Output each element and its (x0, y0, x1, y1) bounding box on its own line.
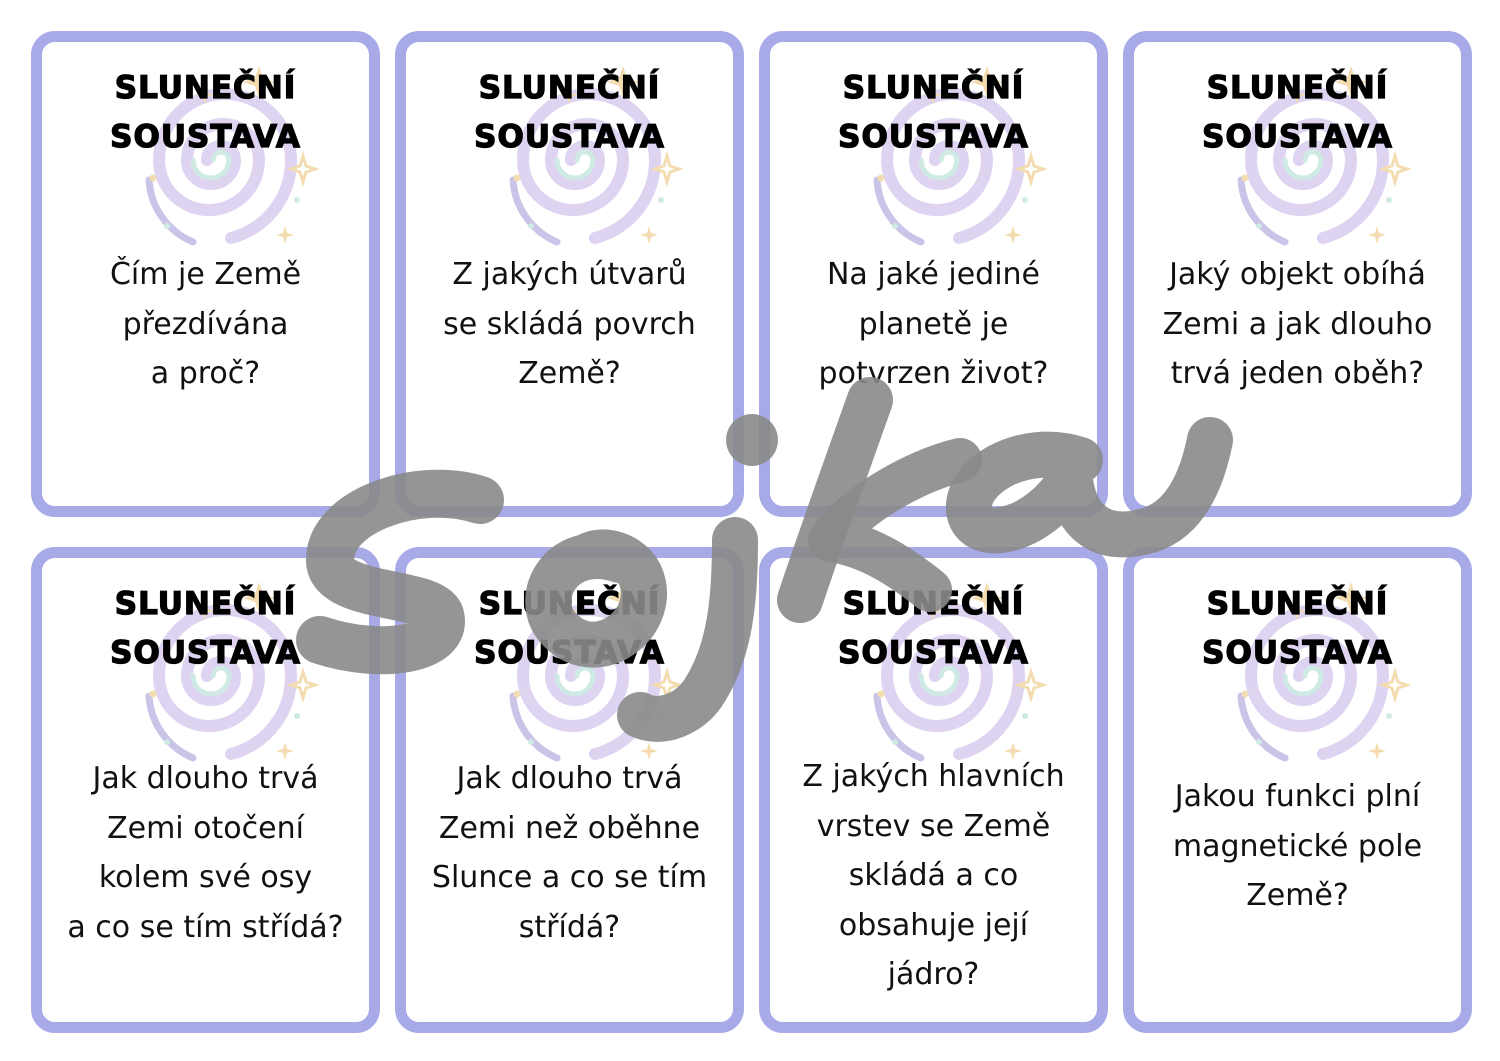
card-question (776, 752, 1091, 1000)
card-question-line: přezdívána (122, 306, 289, 342)
question-card[interactable] (31, 547, 380, 1033)
card-title-line: SLUNEČNÍ (1206, 70, 1389, 106)
card-title-line: SOUSTAVA (1202, 635, 1393, 671)
card-title (1134, 580, 1461, 678)
card-title-line: SLUNEČNÍ (114, 70, 297, 106)
card-title (406, 580, 733, 678)
card-question-line: Čím je Země (109, 257, 302, 292)
card-title-line: SOUSTAVA (110, 119, 301, 155)
card-title-line: SLUNEČNÍ (114, 586, 297, 622)
card-title-line: SLUNEČNÍ (478, 586, 661, 622)
question-card[interactable] (31, 31, 380, 517)
question-card[interactable] (395, 31, 744, 517)
card-title-line: SOUSTAVA (474, 119, 665, 155)
question-card[interactable] (759, 547, 1108, 1033)
card-question (1140, 250, 1455, 399)
question-card[interactable] (759, 31, 1108, 517)
card-title (406, 64, 733, 162)
card-question-line: Zemi než oběhne (438, 810, 701, 846)
card-title-line: SOUSTAVA (838, 119, 1029, 155)
card-question-line: vrstev se Země (816, 808, 1051, 844)
card-question-line: Jaký objekt obíhá (1169, 257, 1426, 292)
card-question-line: střídá? (518, 909, 621, 945)
card-question-line: Jak dlouho trvá (456, 761, 683, 796)
card-title-line: SOUSTAVA (1202, 119, 1393, 155)
question-card[interactable] (1123, 31, 1472, 517)
question-card[interactable] (395, 547, 744, 1033)
card-title (770, 580, 1097, 678)
card-title-line: SOUSTAVA (474, 635, 665, 671)
card-question-line: Země? (1246, 878, 1349, 913)
card-question-line: potvrzen život? (818, 356, 1049, 391)
card-title (42, 580, 369, 678)
card-question-line: skládá a co (848, 858, 1019, 893)
card-question (412, 250, 727, 399)
card-question-line: trvá jeden oběh? (1170, 356, 1425, 391)
card-question-line: Slunce a co se tím (431, 860, 708, 895)
card-title-line: SLUNEČNÍ (1206, 586, 1389, 622)
card-question-line: Země? (518, 356, 621, 391)
card-question (776, 250, 1091, 399)
card-title-line: SLUNEČNÍ (842, 586, 1025, 622)
card-question-line: a co se tím střídá? (67, 909, 344, 945)
card-question-line: planetě je (858, 306, 1009, 342)
card-question-line: Z jakých útvarů (452, 257, 687, 292)
card-question-line: kolem své osy (98, 860, 313, 895)
card-title-line: SOUSTAVA (838, 635, 1029, 671)
question-card[interactable] (1123, 547, 1472, 1033)
card-question (1140, 772, 1455, 921)
card-question-line: Jakou funkci plní (1174, 779, 1421, 814)
card-question-line: jádro? (887, 957, 980, 992)
card-question-line: Na jaké jediné (826, 257, 1041, 292)
card-question (48, 250, 363, 399)
card-title (770, 64, 1097, 162)
card-question-line: Jak dlouho trvá (92, 761, 319, 796)
card-question-line: Z jakých hlavních (802, 759, 1065, 794)
card-title (1134, 64, 1461, 162)
card-question-line: Zemi a jak dlouho (1162, 306, 1433, 342)
card-question (412, 754, 727, 952)
card-question-line: obsahuje její (838, 907, 1029, 943)
card-question-line: se skládá povrch (443, 306, 696, 342)
card-question-line: Zemi otočení (107, 810, 304, 846)
card-question-line: magnetické pole (1172, 828, 1423, 864)
card-question (48, 754, 363, 952)
card-title-line: SLUNEČNÍ (478, 70, 661, 106)
card-title-line: SLUNEČNÍ (842, 70, 1025, 106)
card-question-line: a proč? (150, 356, 261, 391)
card-title-line: SOUSTAVA (110, 635, 301, 671)
card-title (42, 64, 369, 162)
